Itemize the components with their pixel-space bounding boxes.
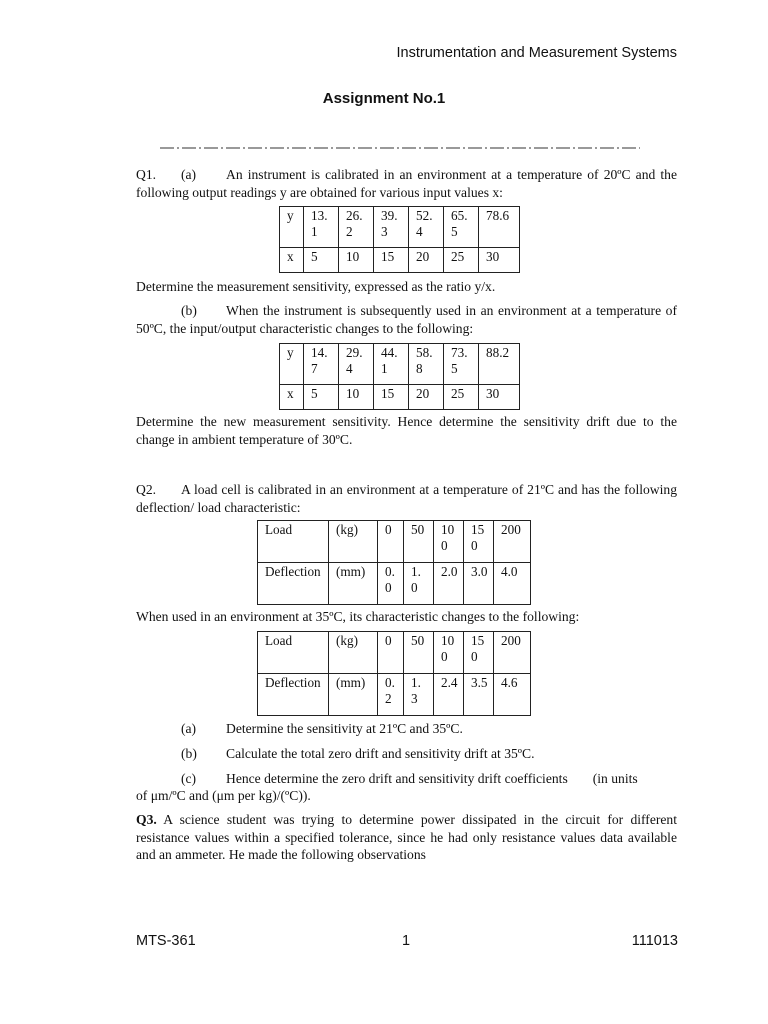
q2-table-1-cell: 0: [378, 521, 404, 563]
q1-number: Q1.: [136, 167, 157, 182]
q2-item-a: [181, 720, 463, 737]
q2-table-2-cell: Load: [258, 632, 329, 674]
q2-number: Q2.: [136, 482, 157, 497]
q2-item-b: [181, 745, 534, 762]
q1-table-2: [279, 343, 520, 410]
q3-number: Q3.: [136, 812, 157, 827]
q2-table-1-cell: 1. 0: [404, 563, 434, 605]
q2-text: A load cell is calibrated in an environment at a temperature of 21ºC and has the following deflection/ load characteristic:: [136, 482, 677, 515]
q1-table-2-cell: 5: [304, 385, 339, 410]
q2-table-2-cell: 4.6: [494, 674, 531, 716]
q2-table-2: [257, 631, 531, 716]
q1-table-1-cell: 15: [374, 248, 409, 273]
q2-table-1-cell: Load: [258, 521, 329, 563]
q1-table-1-cell: x: [280, 248, 304, 273]
q2-table-1-cell: 50: [404, 521, 434, 563]
q2-table-1-row-2: [258, 563, 531, 605]
q2-table-2-cell: (mm): [329, 674, 378, 716]
q3-text: A science student was trying to determine power dissipated in the circuit for different resistance values within a specified tolerance, since he had only resistance values data available and an ammeter. He made the following observations: [136, 812, 677, 862]
q2-table-1-cell: 200: [494, 521, 531, 563]
q1-table-2-cell: 20: [409, 385, 444, 410]
q1-table-2-cell: 58. 8: [409, 344, 444, 385]
q1-table-2-row-1: [280, 344, 520, 385]
q2-table-2-cell: 1. 3: [404, 674, 434, 716]
q2-table-1-cell: 2.0: [434, 563, 464, 605]
q2-table-2-cell: 0: [378, 632, 404, 674]
q1-table-1-cell: 26. 2: [339, 207, 374, 248]
assignment-title: Assignment No.1: [322, 90, 446, 107]
q1-table-2-cell: 10: [339, 385, 374, 410]
q2-table-1-cell: 0. 0: [378, 563, 404, 605]
q1-table-1-cell: 52. 4: [409, 207, 444, 248]
course-title: Instrumentation and Measurement Systems: [396, 45, 677, 61]
q1-table-2-cell: 15: [374, 385, 409, 410]
q2-table-1-cell: 10 0: [434, 521, 464, 563]
q1-part-a-text: An instrument is calibrated in an environment at a temperature of 20ºC and the following output readings y are obtained for various input values x:: [136, 167, 677, 200]
q1-table-1-cell: 5: [304, 248, 339, 273]
q2-table-1-cell: (kg): [329, 521, 378, 563]
q1-table-1-cell: 65. 5: [444, 207, 479, 248]
q2-table-2-cell: Deflection: [258, 674, 329, 716]
q1-table-1-cell: 78.6: [479, 207, 520, 248]
q2-table-1: [257, 520, 531, 605]
q1-table-2-cell: 14. 7: [304, 344, 339, 385]
q1-part-a-paragraph: [136, 166, 677, 201]
footer-page-number: 1: [402, 933, 411, 949]
q1-table-2-cell: 88.2: [479, 344, 520, 385]
q1-after-table-1: Determine the measurement sensitivity, expressed as the ratio y/x.: [136, 279, 496, 294]
q2-table-2-cell: 50: [404, 632, 434, 674]
q1-after-table-2: Determine the new measurement sensitivity. Hence determine the sensitivity drift due to the change in ambient temperature of 30ºC.: [136, 414, 677, 447]
q2-table-2-cell: 0. 2: [378, 674, 404, 716]
q1-part-b-paragraph: [136, 302, 677, 337]
q2-item-c-text-1: Hence determine the zero drift and sensitivity drift coefficients: [226, 771, 568, 786]
q2-table-1-cell: 4.0: [494, 563, 531, 605]
q1-table-1-cell: 13. 1: [304, 207, 339, 248]
q1-table-1-cell: 25: [444, 248, 479, 273]
q1-part-b-label: (b): [181, 303, 197, 318]
q1-table-1-cell: y: [280, 207, 304, 248]
q1-table-2-cell: 73. 5: [444, 344, 479, 385]
q2-table-2-cell: 10 0: [434, 632, 464, 674]
q1-table-2-cell: x: [280, 385, 304, 410]
q2-table-2-cell: 15 0: [464, 632, 494, 674]
q2-table-1-row-1: [258, 521, 531, 563]
q2-between-text: When used in an environment at 35ºC, its characteristic changes to the following:: [136, 609, 580, 624]
q1-table-2-row-2: [280, 385, 520, 410]
footer-date-code: 111013: [631, 933, 678, 949]
q1-part-b-text: When the instrument is subsequently used in an environment at a temperature of 50ºC, the input/output characteristic changes to the following:: [136, 303, 677, 336]
q3-paragraph: [136, 811, 677, 864]
q2-item-b-text: Calculate the total zero drift and sensitivity drift at 35ºC.: [226, 746, 535, 761]
q2-item-a-label: (a): [181, 721, 197, 736]
q1-table-1-cell: 10: [339, 248, 374, 273]
q2-item-b-label: (b): [181, 746, 197, 761]
q1-table-1-row-1: [280, 207, 520, 248]
decorative-rule: [160, 145, 640, 151]
q1-table-2-cell: 44. 1: [374, 344, 409, 385]
q1-table-1-cell: 30: [479, 248, 520, 273]
q2-table-2-cell: 2.4: [434, 674, 464, 716]
q2-item-a-text: Determine the sensitivity at 21ºC and 35ºC.: [226, 721, 463, 736]
q2-table-2-row-1: [258, 632, 531, 674]
q2-item-c-text-2: (in units: [592, 771, 638, 786]
q1-table-2-cell: 29. 4: [339, 344, 374, 385]
q2-table-2-cell: 3.5: [464, 674, 494, 716]
q2-table-1-cell: (mm): [329, 563, 378, 605]
q2-table-1-cell: Deflection: [258, 563, 329, 605]
q1-table-1-cell: 20: [409, 248, 444, 273]
q2-item-c: [181, 770, 638, 787]
q1-table-1: [279, 206, 520, 273]
q2-table-2-row-2: [258, 674, 531, 716]
q1-table-1-cell: 39. 3: [374, 207, 409, 248]
q2-table-1-cell: 3.0: [464, 563, 494, 605]
q2-table-2-cell: 200: [494, 632, 531, 674]
q1-table-1-row-2: [280, 248, 520, 273]
q1-table-2-cell: 25: [444, 385, 479, 410]
footer-course-code: MTS-361: [136, 933, 196, 949]
q1-table-2-cell: y: [280, 344, 304, 385]
q1-part-a-label: (a): [181, 167, 197, 182]
q2-item-c-continuation: of μm/ºC and (μm per kg)/(ºC)).: [136, 788, 311, 803]
q2-paragraph: [136, 481, 677, 516]
q2-table-1-cell: 15 0: [464, 521, 494, 563]
q1-table-2-cell: 30: [479, 385, 520, 410]
q2-table-2-cell: (kg): [329, 632, 378, 674]
q2-item-c-label: (c): [181, 771, 197, 786]
